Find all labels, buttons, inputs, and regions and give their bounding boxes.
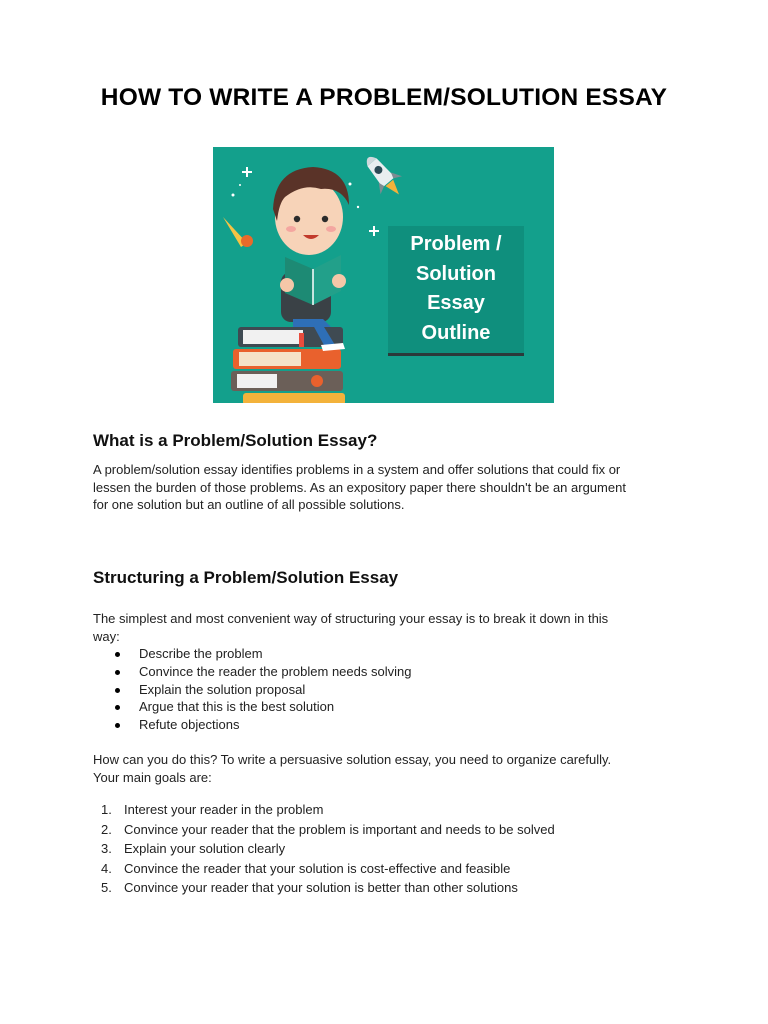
list-number: 3. bbox=[101, 841, 112, 856]
list-item bbox=[93, 859, 555, 879]
student-figure bbox=[273, 167, 349, 351]
list-item-text: Explain the solution proposal bbox=[139, 681, 306, 697]
list-number: 4. bbox=[101, 860, 112, 876]
list-item bbox=[93, 716, 411, 734]
paragraph-line: A problem/solution essay identifies problems in a system and offer solutions that could fix or bbox=[93, 462, 621, 477]
list-item-text: Describe the problem bbox=[139, 646, 263, 661]
list-item bbox=[93, 645, 411, 663]
list-item-text: Convince the reader the problem needs solving bbox=[139, 663, 412, 679]
hero-card-line: Essay bbox=[427, 292, 485, 314]
paragraph-line: for one solution but an outline of all possible solutions. bbox=[93, 497, 405, 512]
list-number: 2. bbox=[101, 821, 112, 837]
goals-intro bbox=[93, 751, 693, 786]
hero-card-line: Solution bbox=[416, 262, 496, 285]
list-item bbox=[93, 681, 411, 699]
comet-icon bbox=[223, 217, 253, 247]
list-item bbox=[93, 800, 555, 820]
rocket-icon bbox=[357, 149, 409, 204]
list-item-text: Convince the reader that your solution is cost-effective and feasible bbox=[124, 860, 511, 876]
paragraph-line: Your main goals are: bbox=[93, 769, 212, 785]
section2-intro bbox=[93, 610, 693, 645]
bullet-icon bbox=[115, 723, 120, 728]
hero-title-card bbox=[388, 226, 524, 356]
list-number: 5. bbox=[101, 880, 112, 895]
bullet-icon bbox=[115, 688, 120, 693]
bullet-icon bbox=[115, 670, 120, 675]
goals-numbered-list bbox=[93, 800, 555, 898]
list-item-text: Argue that this is the best solution bbox=[139, 699, 335, 715]
list-item-text: Explain your solution clearly bbox=[124, 841, 286, 856]
list-item bbox=[93, 820, 555, 840]
list-item-text: Interest your reader in the problem bbox=[124, 802, 324, 817]
list-item bbox=[93, 663, 411, 681]
section-heading-structuring: Structuring a Problem/Solution Essay bbox=[93, 568, 399, 587]
paragraph-line: How can you do this? To write a persuasive solution essay, you need to organize carefully. bbox=[93, 752, 612, 767]
structure-bullet-list bbox=[93, 645, 411, 734]
list-item-text: Refute objections bbox=[139, 717, 240, 733]
page-title: HOW TO WRITE A PROBLEM/SOLUTION ESSAY bbox=[100, 84, 668, 111]
hero-card-line: Outline bbox=[421, 321, 491, 344]
list-item bbox=[93, 839, 555, 859]
list-item-text: Convince your reader that your solution is better than other solutions bbox=[124, 880, 518, 895]
section1-paragraph bbox=[93, 461, 693, 514]
paragraph-line: The simplest and most convenient way of structuring your essay is to break it down in this bbox=[93, 611, 609, 626]
bullet-icon bbox=[115, 705, 120, 710]
list-item bbox=[93, 878, 555, 898]
paragraph-line: way: bbox=[93, 628, 120, 644]
paragraph-line: lessen the burden of those problems. As an expository paper there shouldn't be an argument bbox=[93, 479, 626, 495]
list-item bbox=[93, 698, 411, 716]
bullet-icon bbox=[115, 652, 120, 657]
list-item-text: Convince your reader that the problem is important and needs to be solved bbox=[124, 821, 555, 837]
section-heading-what-is: What is a Problem/Solution Essay? bbox=[93, 431, 378, 450]
hero-card-line: Problem / bbox=[410, 233, 502, 255]
list-number: 1. bbox=[101, 802, 112, 817]
